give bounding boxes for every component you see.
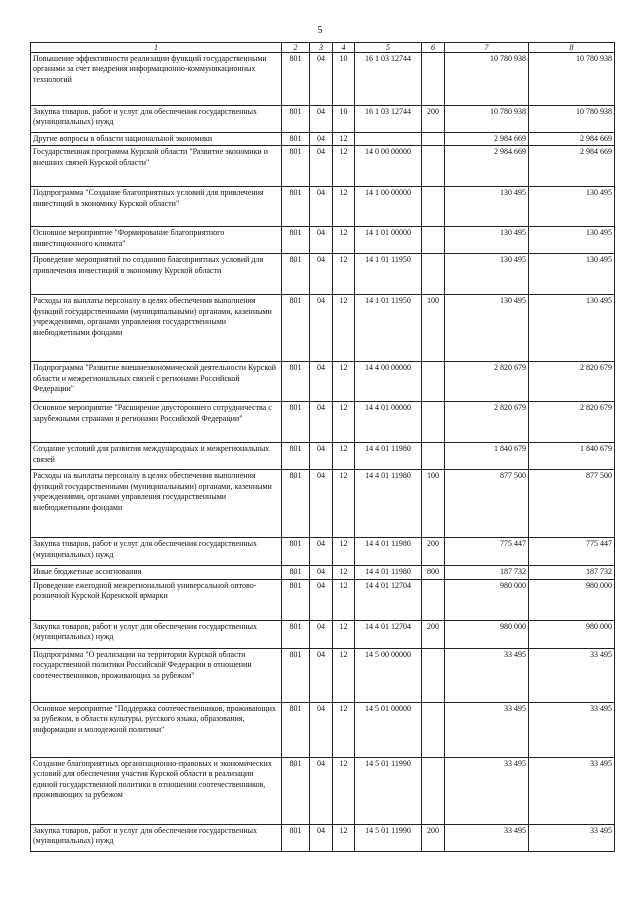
table-row — [31, 133, 615, 146]
cell-target-article: 14 4 01 11980 — [355, 443, 422, 470]
cell-subsection: 12 — [333, 402, 355, 443]
table-row — [31, 402, 615, 443]
table-row — [31, 295, 615, 362]
cell-amount-2: 33 495 — [529, 757, 615, 824]
table-row — [31, 538, 615, 566]
cell-amount-1: 2 984 669 — [445, 146, 529, 187]
cell-amount-2: 130 495 — [529, 295, 615, 362]
row-name: Закупка товаров, работ и услуг для обеспечения государственных (муниципальных) нужд — [31, 620, 282, 648]
cell-subsection: 12 — [333, 187, 355, 227]
table-row — [31, 254, 615, 295]
cell-ministry: 801 — [282, 402, 310, 443]
cell-section: 04 — [310, 538, 333, 566]
cell-section: 04 — [310, 254, 333, 295]
cell-amount-1: 130 495 — [445, 187, 529, 227]
cell-subsection: 12 — [333, 702, 355, 757]
cell-target-article: 14 4 01 00000 — [355, 402, 422, 443]
cell-amount-1: 33 495 — [445, 648, 529, 702]
cell-section: 04 — [310, 187, 333, 227]
row-name: Расходы на выплаты персоналу в целях обеспечения выполнения функций государственными (муниципальными) органами, казенными учреждениями, органами управления государственными внебюджетными фондами — [31, 295, 282, 362]
cell-ministry: 801 — [282, 443, 310, 470]
cell-ministry: 801 — [282, 227, 310, 254]
cell-section: 04 — [310, 146, 333, 187]
cell-amount-2: 130 495 — [529, 254, 615, 295]
cell-expense-type — [422, 146, 445, 187]
cell-expense-type — [422, 702, 445, 757]
table-row — [31, 648, 615, 702]
cell-expense-type — [422, 757, 445, 824]
row-name: Закупка товаров, работ и услуг для обеспечения государственных (муниципальных) нужд — [31, 538, 282, 566]
cell-amount-1: 130 495 — [445, 295, 529, 362]
cell-target-article: 14 4 01 11980 — [355, 470, 422, 538]
page-number: 5 — [317, 25, 323, 36]
cell-ministry: 801 — [282, 146, 310, 187]
budget-table — [30, 42, 615, 852]
cell-amount-2: 2 984 669 — [529, 133, 615, 146]
cell-amount-2: 775 447 — [529, 538, 615, 566]
cell-expense-type: 100 — [422, 470, 445, 538]
table-row — [31, 362, 615, 402]
cell-section: 04 — [310, 702, 333, 757]
column-header: 7 — [445, 43, 529, 53]
cell-target-article: 14 0 00 00000 — [355, 146, 422, 187]
cell-expense-type: 200 — [422, 620, 445, 648]
row-name: Основное мероприятие "Поддержка соотечественников, проживающих за рубежом, в области культуры, русского языка, образования, информации и молодежной политики" — [31, 702, 282, 757]
table-row — [31, 620, 615, 648]
column-header: 6 — [422, 43, 445, 53]
cell-ministry: 801 — [282, 566, 310, 579]
cell-section: 04 — [310, 566, 333, 579]
cell-section: 04 — [310, 106, 333, 133]
cell-amount-1: 775 447 — [445, 538, 529, 566]
cell-expense-type — [422, 133, 445, 146]
cell-amount-1: 877 500 — [445, 470, 529, 538]
cell-target-article: 16 1 03 12744 — [355, 106, 422, 133]
cell-target-article: 14 5 01 00000 — [355, 702, 422, 757]
cell-ministry: 801 — [282, 757, 310, 824]
cell-amount-2: 33 495 — [529, 648, 615, 702]
cell-subsection: 12 — [333, 362, 355, 402]
cell-expense-type — [422, 254, 445, 295]
cell-amount-2: 10 780 938 — [529, 106, 615, 133]
table-row — [31, 443, 615, 470]
table-row — [31, 227, 615, 254]
cell-ministry: 801 — [282, 648, 310, 702]
table-row — [31, 824, 615, 851]
cell-expense-type — [422, 53, 445, 106]
row-name: Создание благоприятных организационно-правовых и экономических условий для обеспечения участия Курской области в реализации единой государственной политики в отношении соотечественников, проживающих за рубежом — [31, 757, 282, 824]
cell-target-article — [355, 133, 422, 146]
row-name: Подпрограмма "О реализации на территории Курской области государственной политики Российской Федерации в отношении соотечественников, проживающих за рубежом" — [31, 648, 282, 702]
cell-amount-2: 980 000 — [529, 579, 615, 620]
cell-subsection: 12 — [333, 146, 355, 187]
cell-amount-2: 2 820 679 — [529, 362, 615, 402]
row-name: Подпрограмма "Создание благоприятных условий для привлечения инвестиций в экономику Курской области" — [31, 187, 282, 227]
cell-target-article: 14 5 01 11990 — [355, 757, 422, 824]
cell-amount-1: 33 495 — [445, 702, 529, 757]
cell-amount-1: 33 495 — [445, 757, 529, 824]
cell-ministry: 801 — [282, 295, 310, 362]
cell-amount-2: 10 780 938 — [529, 53, 615, 106]
cell-subsection: 10 — [333, 53, 355, 106]
cell-section: 04 — [310, 227, 333, 254]
cell-amount-2: 130 495 — [529, 187, 615, 227]
cell-expense-type: 100 — [422, 295, 445, 362]
cell-ministry: 801 — [282, 620, 310, 648]
row-name: Основное мероприятие "Формирование благоприятного инвестиционного климата" — [31, 227, 282, 254]
cell-section: 04 — [310, 757, 333, 824]
cell-amount-2: 980 000 — [529, 620, 615, 648]
table-row — [31, 146, 615, 187]
cell-subsection: 12 — [333, 648, 355, 702]
cell-target-article: 14 1 01 00000 — [355, 227, 422, 254]
cell-ministry: 801 — [282, 187, 310, 227]
column-header: 1 — [31, 43, 282, 53]
cell-ministry: 801 — [282, 538, 310, 566]
row-name: Закупка товаров, работ и услуг для обеспечения государственных (муниципальных) нужд — [31, 824, 282, 851]
cell-expense-type — [422, 579, 445, 620]
cell-section: 04 — [310, 648, 333, 702]
table-row — [31, 53, 615, 106]
row-name: Государственная программа Курской области "Развитие экономики и внешних связей Курской области" — [31, 146, 282, 187]
cell-section: 04 — [310, 824, 333, 851]
cell-section: 04 — [310, 133, 333, 146]
row-name: Расходы на выплаты персоналу в целях обеспечения выполнения функций государственными (муниципальными) органами, казенными учреждениями, органами управления государственными внебюджетными фондами — [31, 470, 282, 538]
cell-amount-1: 980 000 — [445, 579, 529, 620]
row-name: Закупка товаров, работ и услуг для обеспечения государственных (муниципальных) нужд — [31, 106, 282, 133]
cell-target-article: 14 5 01 11990 — [355, 824, 422, 851]
cell-amount-1: 980 000 — [445, 620, 529, 648]
cell-expense-type — [422, 187, 445, 227]
cell-target-article: 14 1 01 11950 — [355, 295, 422, 362]
column-header: 4 — [333, 43, 355, 53]
cell-expense-type: 800 — [422, 566, 445, 579]
cell-target-article: 14 4 01 11980 — [355, 538, 422, 566]
cell-subsection: 12 — [333, 443, 355, 470]
table-row — [31, 566, 615, 579]
row-name: Повышение эффективности реализации функций государственными органами за счет внедрения информационно-коммуникационных технологий — [31, 53, 282, 106]
cell-amount-2: 187 732 — [529, 566, 615, 579]
cell-amount-2: 33 495 — [529, 702, 615, 757]
cell-target-article: 14 4 00 00000 — [355, 362, 422, 402]
cell-target-article: 14 5 00 00000 — [355, 648, 422, 702]
row-name: Основное мероприятие "Расширение двустороннего сотрудничества с зарубежными странами и регионами Российской Федерации" — [31, 402, 282, 443]
cell-subsection: 12 — [333, 757, 355, 824]
cell-ministry: 801 — [282, 133, 310, 146]
cell-subsection: 12 — [333, 566, 355, 579]
cell-ministry: 801 — [282, 254, 310, 295]
cell-section: 04 — [310, 295, 333, 362]
cell-expense-type — [422, 402, 445, 443]
cell-amount-2: 2 820 679 — [529, 402, 615, 443]
column-header: 2 — [282, 43, 310, 53]
cell-target-article: 14 4 01 11980 — [355, 566, 422, 579]
cell-ministry: 801 — [282, 579, 310, 620]
row-name: Проведение мероприятий по созданию благоприятных условий для привлечения инвестиций в экономику Курской области — [31, 254, 282, 295]
cell-ministry: 801 — [282, 106, 310, 133]
table-row — [31, 579, 615, 620]
cell-expense-type — [422, 648, 445, 702]
cell-amount-2: 2 984 669 — [529, 146, 615, 187]
cell-target-article: 16 1 03 12744 — [355, 53, 422, 106]
cell-section: 04 — [310, 579, 333, 620]
cell-amount-1: 33 495 — [445, 824, 529, 851]
cell-expense-type — [422, 227, 445, 254]
column-header: 3 — [310, 43, 333, 53]
cell-ministry: 801 — [282, 824, 310, 851]
cell-amount-1: 2 984 669 — [445, 133, 529, 146]
row-name: Другие вопросы в области национальной экономики — [31, 133, 282, 146]
cell-section: 04 — [310, 470, 333, 538]
cell-section: 04 — [310, 53, 333, 106]
cell-subsection: 12 — [333, 824, 355, 851]
cell-expense-type: 200 — [422, 538, 445, 566]
row-name: Иные бюджетные ассигнования — [31, 566, 282, 579]
cell-subsection: 12 — [333, 620, 355, 648]
cell-amount-1: 187 732 — [445, 566, 529, 579]
cell-expense-type — [422, 362, 445, 402]
cell-amount-1: 10 780 938 — [445, 106, 529, 133]
cell-section: 04 — [310, 443, 333, 470]
row-name: Создание условий для развития международных и межрегиональных связей — [31, 443, 282, 470]
table-row — [31, 470, 615, 538]
cell-expense-type: 200 — [422, 824, 445, 851]
cell-target-article: 14 4 01 12704 — [355, 620, 422, 648]
cell-amount-2: 1 840 679 — [529, 443, 615, 470]
cell-section: 04 — [310, 362, 333, 402]
column-header: 8 — [529, 43, 615, 53]
cell-amount-2: 33 495 — [529, 824, 615, 851]
cell-subsection: 12 — [333, 470, 355, 538]
cell-ministry: 801 — [282, 362, 310, 402]
cell-amount-2: 130 495 — [529, 227, 615, 254]
table-row — [31, 702, 615, 757]
cell-ministry: 801 — [282, 702, 310, 757]
cell-amount-1: 2 820 679 — [445, 402, 529, 443]
table-row — [31, 187, 615, 227]
cell-section: 04 — [310, 402, 333, 443]
cell-expense-type: 200 — [422, 106, 445, 133]
table-row — [31, 106, 615, 133]
cell-target-article: 14 1 00 00000 — [355, 187, 422, 227]
column-number-header-row — [31, 43, 615, 53]
table-row — [31, 757, 615, 824]
cell-ministry: 801 — [282, 470, 310, 538]
cell-amount-2: 877 500 — [529, 470, 615, 538]
cell-target-article: 14 4 01 12704 — [355, 579, 422, 620]
cell-target-article: 14 1 01 11950 — [355, 254, 422, 295]
cell-amount-1: 2 820 679 — [445, 362, 529, 402]
cell-subsection: 10 — [333, 106, 355, 133]
row-name: Подпрограмма "Развитие внешнеэкономической деятельности Курской области и межрегиональных связей с регионами Российской Федерации" — [31, 362, 282, 402]
cell-subsection: 12 — [333, 538, 355, 566]
cell-subsection: 12 — [333, 227, 355, 254]
cell-section: 04 — [310, 620, 333, 648]
cell-subsection: 12 — [333, 254, 355, 295]
row-name: Проведение ежегодной межрегиональной универсальной оптово-розничной Курской Коренской ярмарки — [31, 579, 282, 620]
cell-amount-1: 1 840 679 — [445, 443, 529, 470]
column-header: 5 — [355, 43, 422, 53]
cell-subsection: 12 — [333, 579, 355, 620]
cell-amount-1: 10 780 938 — [445, 53, 529, 106]
cell-subsection: 12 — [333, 295, 355, 362]
cell-amount-1: 130 495 — [445, 227, 529, 254]
cell-ministry: 801 — [282, 53, 310, 106]
cell-amount-1: 130 495 — [445, 254, 529, 295]
cell-expense-type — [422, 443, 445, 470]
cell-subsection: 12 — [333, 133, 355, 146]
